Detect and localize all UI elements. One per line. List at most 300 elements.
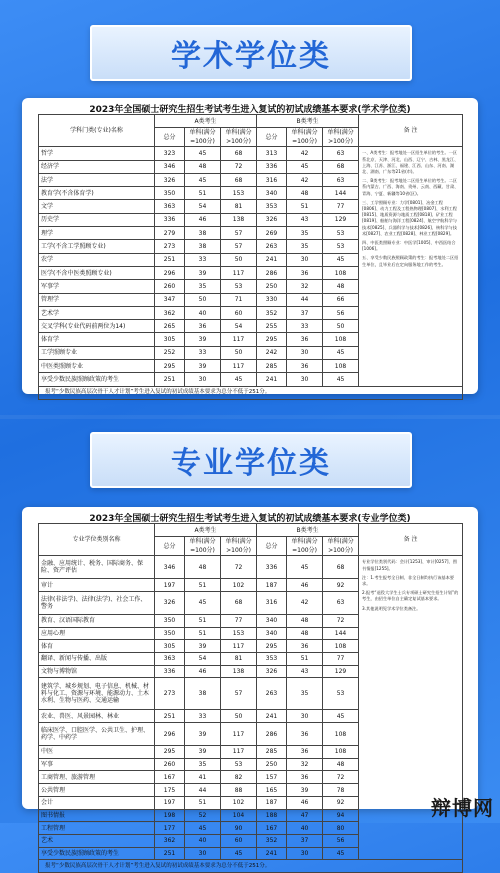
score-cell: 41 xyxy=(185,771,221,784)
score-cell: 362 xyxy=(155,834,185,847)
score-cell: 352 xyxy=(257,834,287,847)
score-cell: 90 xyxy=(221,822,257,835)
score-cell: 295 xyxy=(257,640,287,653)
score-cell: 144 xyxy=(323,627,359,640)
score-cell: 250 xyxy=(257,758,287,771)
score-cell: 177 xyxy=(155,822,185,835)
score-cell: 252 xyxy=(155,346,185,359)
score-cell: 38 xyxy=(185,240,221,253)
category-cell: 会计 xyxy=(39,796,155,809)
academic-score-card xyxy=(22,98,478,394)
remark-item: 2.报考“退役大学生士兵专项硕士研究生招生计划”的考生，由招生单位自主确定复试基本要求。 xyxy=(362,590,459,602)
a-total-header: 总分 xyxy=(155,537,185,556)
score-cell: 330 xyxy=(257,293,287,306)
score-cell: 198 xyxy=(155,809,185,822)
score-cell: 286 xyxy=(257,266,287,279)
category-header: 学科门类(专业)名称 xyxy=(39,115,155,147)
academic-degree-banner: 学术学位类 xyxy=(90,25,412,81)
category-cell: 文物与博物馆 xyxy=(39,665,155,678)
score-cell: 77 xyxy=(221,614,257,627)
score-cell: 30 xyxy=(185,373,221,386)
score-cell: 54 xyxy=(185,200,221,213)
score-cell: 30 xyxy=(287,710,323,723)
category-cell: 管理学 xyxy=(39,293,155,306)
footnote-row xyxy=(39,386,463,399)
score-cell: 316 xyxy=(257,173,287,186)
category-cell: 工程管理 xyxy=(39,822,155,835)
category-cell: 交叉学科(专业代码前两位为14) xyxy=(39,320,155,333)
a-zone-header: A类考生 xyxy=(155,115,257,128)
category-cell: 建筑学、城乡规划、电子信息、机械、材料与化工、资源与环境、能源动力、土木水利、生物与医药、交通运输 xyxy=(39,678,155,710)
score-cell: 50 xyxy=(221,253,257,266)
score-cell: 326 xyxy=(257,665,287,678)
category-cell: 法学 xyxy=(39,173,155,186)
score-cell: 250 xyxy=(257,280,287,293)
score-cell: 285 xyxy=(257,746,287,759)
score-cell: 78 xyxy=(323,784,359,797)
a-total-header: 总分 xyxy=(155,128,185,147)
score-cell: 46 xyxy=(185,665,221,678)
score-cell: 251 xyxy=(155,847,185,860)
score-cell: 340 xyxy=(257,627,287,640)
score-cell: 37 xyxy=(287,834,323,847)
score-cell: 51 xyxy=(185,796,221,809)
score-cell: 35 xyxy=(287,678,323,710)
score-cell: 316 xyxy=(257,591,287,614)
score-cell: 53 xyxy=(323,240,359,253)
score-cell: 295 xyxy=(257,333,287,346)
score-cell: 313 xyxy=(257,147,287,160)
score-cell: 285 xyxy=(257,360,287,373)
score-cell: 286 xyxy=(257,723,287,746)
score-cell: 108 xyxy=(323,640,359,653)
score-cell: 347 xyxy=(155,293,185,306)
score-cell: 295 xyxy=(155,746,185,759)
category-cell: 中医类照顾专业 xyxy=(39,360,155,373)
score-cell: 50 xyxy=(185,293,221,306)
remark-item: 三、工学照顾专业：力学[0801]、冶金工程[0806]、动力工程及工程热物理[0807]、水利工程[0815]、地质资源与地质工程[0818]、矿业工程[0819]、船舶与海洋工程[0824]、航空宇航科学与技术[0825]、兵器科学与技术[0826]、核科学与技术[0827]、农业工程[0828]、林业工程[0829]。 xyxy=(362,199,457,236)
score-cell: 241 xyxy=(257,847,287,860)
category-cell: 军事 xyxy=(39,758,155,771)
b-total-header: 总分 xyxy=(257,537,287,556)
score-cell: 144 xyxy=(323,187,359,200)
category-cell: 历史学 xyxy=(39,213,155,226)
score-cell: 39 xyxy=(185,746,221,759)
score-cell: 60 xyxy=(221,834,257,847)
score-cell: 38 xyxy=(185,678,221,710)
category-cell: 中医 xyxy=(39,746,155,759)
category-cell: 翻译、新闻与传播、出版 xyxy=(39,653,155,666)
score-cell: 42 xyxy=(287,591,323,614)
score-cell: 45 xyxy=(323,847,359,860)
score-cell: 36 xyxy=(287,333,323,346)
score-cell: 48 xyxy=(287,614,323,627)
score-cell: 81 xyxy=(221,200,257,213)
score-cell: 77 xyxy=(323,653,359,666)
score-cell: 326 xyxy=(155,173,185,186)
score-cell: 188 xyxy=(257,809,287,822)
score-cell: 108 xyxy=(323,266,359,279)
score-cell: 251 xyxy=(155,373,185,386)
score-cell: 36 xyxy=(287,266,323,279)
score-cell: 305 xyxy=(155,333,185,346)
score-cell: 57 xyxy=(221,240,257,253)
score-cell: 36 xyxy=(287,746,323,759)
score-cell: 30 xyxy=(287,253,323,266)
score-cell: 336 xyxy=(155,213,185,226)
score-cell: 241 xyxy=(257,373,287,386)
category-cell: 医学(不含中医类照顾专业) xyxy=(39,266,155,279)
score-cell: 117 xyxy=(221,746,257,759)
score-cell: 45 xyxy=(323,373,359,386)
score-cell: 92 xyxy=(323,579,359,592)
category-cell: 法律(非法学)、法律(法学)、社会工作、警务 xyxy=(39,591,155,614)
score-cell: 46 xyxy=(185,213,221,226)
score-cell: 56 xyxy=(323,306,359,319)
academic-score-table xyxy=(38,114,463,400)
score-cell: 36 xyxy=(287,723,323,746)
score-cell: 165 xyxy=(257,784,287,797)
score-cell: 362 xyxy=(155,306,185,319)
score-cell: 36 xyxy=(287,640,323,653)
score-cell: 48 xyxy=(323,758,359,771)
score-cell: 187 xyxy=(257,796,287,809)
score-cell: 72 xyxy=(221,160,257,173)
score-cell: 138 xyxy=(221,665,257,678)
score-cell: 323 xyxy=(155,147,185,160)
score-cell: 353 xyxy=(257,653,287,666)
score-cell: 353 xyxy=(257,200,287,213)
score-cell: 153 xyxy=(221,627,257,640)
professional-score-table xyxy=(38,523,463,873)
score-cell: 44 xyxy=(287,293,323,306)
category-cell: 体育 xyxy=(39,640,155,653)
score-cell: 66 xyxy=(323,293,359,306)
score-cell: 92 xyxy=(323,796,359,809)
score-cell: 51 xyxy=(185,187,221,200)
score-cell: 108 xyxy=(323,723,359,746)
score-cell: 33 xyxy=(185,710,221,723)
score-cell: 60 xyxy=(221,306,257,319)
score-cell: 30 xyxy=(287,847,323,860)
score-cell: 48 xyxy=(185,160,221,173)
score-cell: 44 xyxy=(185,784,221,797)
score-cell: 269 xyxy=(257,227,287,240)
score-cell: 326 xyxy=(257,213,287,226)
category-cell: 公共管理 xyxy=(39,784,155,797)
score-cell: 265 xyxy=(155,320,185,333)
score-cell: 346 xyxy=(155,556,185,579)
score-cell: 40 xyxy=(185,306,221,319)
category-cell: 享受少数民族照顾政策的考生 xyxy=(39,373,155,386)
b-single-gt100-header: 单科(满分>100分) xyxy=(323,537,359,556)
score-cell: 63 xyxy=(323,147,359,160)
b-zone-header: B类考生 xyxy=(257,115,359,128)
score-cell: 296 xyxy=(155,723,185,746)
score-cell: 197 xyxy=(155,579,185,592)
category-cell: 军事学 xyxy=(39,280,155,293)
score-cell: 45 xyxy=(287,556,323,579)
category-cell: 经济学 xyxy=(39,160,155,173)
score-cell: 30 xyxy=(287,373,323,386)
footnote-row xyxy=(39,860,463,873)
category-header: 专业学位类别名称 xyxy=(39,524,155,556)
score-cell: 36 xyxy=(287,360,323,373)
score-cell: 48 xyxy=(287,187,323,200)
category-cell: 享受少数民族照顾政策的考生 xyxy=(39,847,155,860)
score-cell: 30 xyxy=(185,847,221,860)
category-cell: 艺术 xyxy=(39,834,155,847)
score-cell: 241 xyxy=(257,253,287,266)
score-cell: 346 xyxy=(155,160,185,173)
score-cell: 363 xyxy=(155,200,185,213)
site-watermark: 辩博网 xyxy=(431,796,494,820)
score-cell: 43 xyxy=(287,665,323,678)
remark-item: 五、享受少数民族照顾政策的考生：报考地处二区招生单位，且毕业后在定向服务地工作的考生。 xyxy=(362,255,459,267)
category-cell: 应用心理 xyxy=(39,627,155,640)
score-cell: 260 xyxy=(155,758,185,771)
score-cell: 336 xyxy=(257,160,287,173)
score-cell: 68 xyxy=(221,173,257,186)
category-cell: 工商管理、旅游管理 xyxy=(39,771,155,784)
score-cell: 48 xyxy=(287,627,323,640)
table-row xyxy=(39,147,463,160)
score-cell: 251 xyxy=(155,710,185,723)
score-cell: 117 xyxy=(221,266,257,279)
academic-table-title: 2023年全国硕士研究生招生考试考生进入复试的初试成绩基本要求(学术学位类) xyxy=(89,105,411,115)
professional-degree-banner: 专业学位类 xyxy=(90,432,412,488)
category-cell: 体育学 xyxy=(39,333,155,346)
score-cell: 117 xyxy=(221,360,257,373)
a-single100-header: 单科(满分=100分) xyxy=(185,128,221,147)
score-cell: 56 xyxy=(323,834,359,847)
score-cell: 33 xyxy=(185,253,221,266)
score-cell: 36 xyxy=(287,771,323,784)
a-single-gt100-header: 单科(满分>100分) xyxy=(221,537,257,556)
score-cell: 45 xyxy=(287,160,323,173)
score-cell: 350 xyxy=(155,187,185,200)
score-cell: 81 xyxy=(221,653,257,666)
b-zone-header: B类考生 xyxy=(257,524,359,537)
score-cell: 32 xyxy=(287,758,323,771)
score-cell: 71 xyxy=(221,293,257,306)
score-cell: 167 xyxy=(257,822,287,835)
score-cell: 255 xyxy=(257,320,287,333)
score-cell: 68 xyxy=(323,556,359,579)
score-cell: 48 xyxy=(323,280,359,293)
category-cell: 艺术学 xyxy=(39,306,155,319)
score-cell: 51 xyxy=(185,614,221,627)
table-footnote: 报考“少数民族高层次骨干人才计划”考生进入复试的初试成绩基本要求为总分不低于251分。 xyxy=(39,860,463,873)
b-single100-header: 单科(满分=100分) xyxy=(287,537,323,556)
score-cell: 30 xyxy=(287,346,323,359)
score-cell: 50 xyxy=(221,346,257,359)
score-cell: 54 xyxy=(185,653,221,666)
score-cell: 104 xyxy=(221,809,257,822)
score-cell: 263 xyxy=(257,678,287,710)
score-cell: 45 xyxy=(185,591,221,614)
score-cell: 45 xyxy=(185,822,221,835)
score-cell: 68 xyxy=(221,591,257,614)
score-cell: 102 xyxy=(221,579,257,592)
score-cell: 50 xyxy=(221,710,257,723)
score-cell: 33 xyxy=(287,320,323,333)
score-cell: 45 xyxy=(185,173,221,186)
score-cell: 43 xyxy=(287,213,323,226)
score-cell: 295 xyxy=(155,360,185,373)
b-single100-header: 单科(满分=100分) xyxy=(287,128,323,147)
remarks-header: 备 注 xyxy=(359,524,463,556)
score-cell: 57 xyxy=(221,227,257,240)
score-cell: 39 xyxy=(287,784,323,797)
score-cell: 45 xyxy=(323,710,359,723)
category-cell: 临床医学、口腔医学、公共卫生、护理、药学、中药学 xyxy=(39,723,155,746)
remark-item: 二、B类考生：报考地处二区招生单位的考生。二区系内蒙古、广西、海南、贵州、云南、西藏、甘肃、青海、宁夏、新疆等10省(区)。 xyxy=(362,178,459,196)
score-cell: 42 xyxy=(287,147,323,160)
score-cell: 52 xyxy=(185,809,221,822)
score-cell: 53 xyxy=(221,758,257,771)
score-cell: 39 xyxy=(185,723,221,746)
score-cell: 88 xyxy=(221,784,257,797)
category-cell: 文学 xyxy=(39,200,155,213)
category-cell: 图书情报 xyxy=(39,809,155,822)
score-cell: 279 xyxy=(155,227,185,240)
score-cell: 340 xyxy=(257,187,287,200)
score-cell: 153 xyxy=(221,187,257,200)
score-cell: 47 xyxy=(287,809,323,822)
score-cell: 129 xyxy=(323,665,359,678)
table-footnote: 报考“少数民族高层次骨干人才计划”考生进入复试的初试成绩基本要求为总分不低于251分。 xyxy=(39,386,463,399)
score-cell: 117 xyxy=(221,333,257,346)
score-cell: 68 xyxy=(221,147,257,160)
score-cell: 77 xyxy=(323,200,359,213)
score-cell: 260 xyxy=(155,280,185,293)
score-cell: 53 xyxy=(323,678,359,710)
remark-item: 注：1.考生报考全日制、非全日制均执行该基本要求。 xyxy=(362,574,454,586)
remark-item: 一、A类考生：报考地处一区招生单位的考生。一区系北京、天津、河北、山西、辽宁、吉林、黑龙江、上海、江苏、浙江、福建、江西、山东、河南、湖北、湖南、广东等21省(市)。 xyxy=(362,150,459,174)
score-cell: 57 xyxy=(221,678,257,710)
score-cell: 63 xyxy=(323,591,359,614)
category-cell: 审计 xyxy=(39,579,155,592)
score-cell: 54 xyxy=(221,320,257,333)
score-cell: 53 xyxy=(221,280,257,293)
score-cell: 45 xyxy=(323,253,359,266)
score-cell: 241 xyxy=(257,710,287,723)
score-cell: 82 xyxy=(221,771,257,784)
remarks-header: 备 注 xyxy=(359,115,463,147)
remarks-cell xyxy=(359,147,463,386)
score-cell: 45 xyxy=(221,373,257,386)
b-single-gt100-header: 单科(满分>100分) xyxy=(323,128,359,147)
score-cell: 42 xyxy=(287,173,323,186)
table-row xyxy=(39,556,463,579)
score-cell: 336 xyxy=(257,556,287,579)
score-cell: 51 xyxy=(185,627,221,640)
a-single-gt100-header: 单科(满分>100分) xyxy=(221,128,257,147)
score-cell: 108 xyxy=(323,746,359,759)
score-cell: 40 xyxy=(185,834,221,847)
score-cell: 340 xyxy=(257,614,287,627)
score-cell: 39 xyxy=(185,640,221,653)
score-cell: 37 xyxy=(287,306,323,319)
score-cell: 39 xyxy=(185,360,221,373)
category-cell: 工学照顾专业 xyxy=(39,346,155,359)
category-cell: 理学 xyxy=(39,227,155,240)
score-cell: 352 xyxy=(257,306,287,319)
score-cell: 72 xyxy=(221,556,257,579)
score-cell: 36 xyxy=(185,320,221,333)
score-cell: 45 xyxy=(185,147,221,160)
category-cell: 哲学 xyxy=(39,147,155,160)
score-cell: 53 xyxy=(323,227,359,240)
score-cell: 35 xyxy=(287,227,323,240)
b-total-header: 总分 xyxy=(257,128,287,147)
score-cell: 51 xyxy=(185,579,221,592)
score-cell: 117 xyxy=(221,723,257,746)
a-single100-header: 单科(满分=100分) xyxy=(185,537,221,556)
score-cell: 45 xyxy=(323,346,359,359)
score-cell: 350 xyxy=(155,627,185,640)
score-cell: 35 xyxy=(287,240,323,253)
category-cell: 金融、应用统计、税务、国际商务、保险、资产评估 xyxy=(39,556,155,579)
score-cell: 46 xyxy=(287,579,323,592)
score-cell: 108 xyxy=(323,360,359,373)
score-cell: 102 xyxy=(221,796,257,809)
professional-table-title: 2023年全国硕士研究生招生考试考生进入复试的初试成绩基本要求(专业学位类) xyxy=(89,514,411,524)
score-cell: 117 xyxy=(221,640,257,653)
score-cell: 51 xyxy=(287,200,323,213)
score-cell: 138 xyxy=(221,213,257,226)
score-cell: 63 xyxy=(323,173,359,186)
score-cell: 108 xyxy=(323,333,359,346)
category-cell: 教育、汉语国际教育 xyxy=(39,614,155,627)
score-cell: 35 xyxy=(185,758,221,771)
score-cell: 363 xyxy=(155,653,185,666)
score-cell: 167 xyxy=(155,771,185,784)
score-cell: 263 xyxy=(257,240,287,253)
score-cell: 350 xyxy=(155,614,185,627)
score-cell: 296 xyxy=(155,266,185,279)
score-cell: 39 xyxy=(185,333,221,346)
score-cell: 45 xyxy=(221,847,257,860)
score-cell: 35 xyxy=(185,280,221,293)
score-cell: 197 xyxy=(155,796,185,809)
score-cell: 157 xyxy=(257,771,287,784)
score-cell: 50 xyxy=(323,320,359,333)
category-cell: 教育学(不含体育学) xyxy=(39,187,155,200)
score-cell: 94 xyxy=(323,809,359,822)
score-cell: 305 xyxy=(155,640,185,653)
category-cell: 工学(不含工学照顾专业) xyxy=(39,240,155,253)
score-cell: 38 xyxy=(185,227,221,240)
remark-item: 专业学位类别代码：会计[1253]、审计[0257]、图书情报[1255]。 xyxy=(362,559,457,571)
score-cell: 72 xyxy=(323,614,359,627)
remark-item: 3.其他说明见学术学位类备注。 xyxy=(362,605,421,611)
score-cell: 48 xyxy=(185,556,221,579)
score-cell: 33 xyxy=(185,346,221,359)
score-cell: 251 xyxy=(155,253,185,266)
score-cell: 39 xyxy=(185,266,221,279)
score-cell: 242 xyxy=(257,346,287,359)
score-cell: 175 xyxy=(155,784,185,797)
remark-item: 四、中医类照顾专业：中医学[1005]、中西医结合[1006]。 xyxy=(362,239,456,252)
score-cell: 72 xyxy=(323,771,359,784)
score-cell: 336 xyxy=(155,665,185,678)
score-cell: 40 xyxy=(287,822,323,835)
score-cell: 80 xyxy=(323,822,359,835)
score-cell: 273 xyxy=(155,678,185,710)
a-zone-header: A类考生 xyxy=(155,524,257,537)
